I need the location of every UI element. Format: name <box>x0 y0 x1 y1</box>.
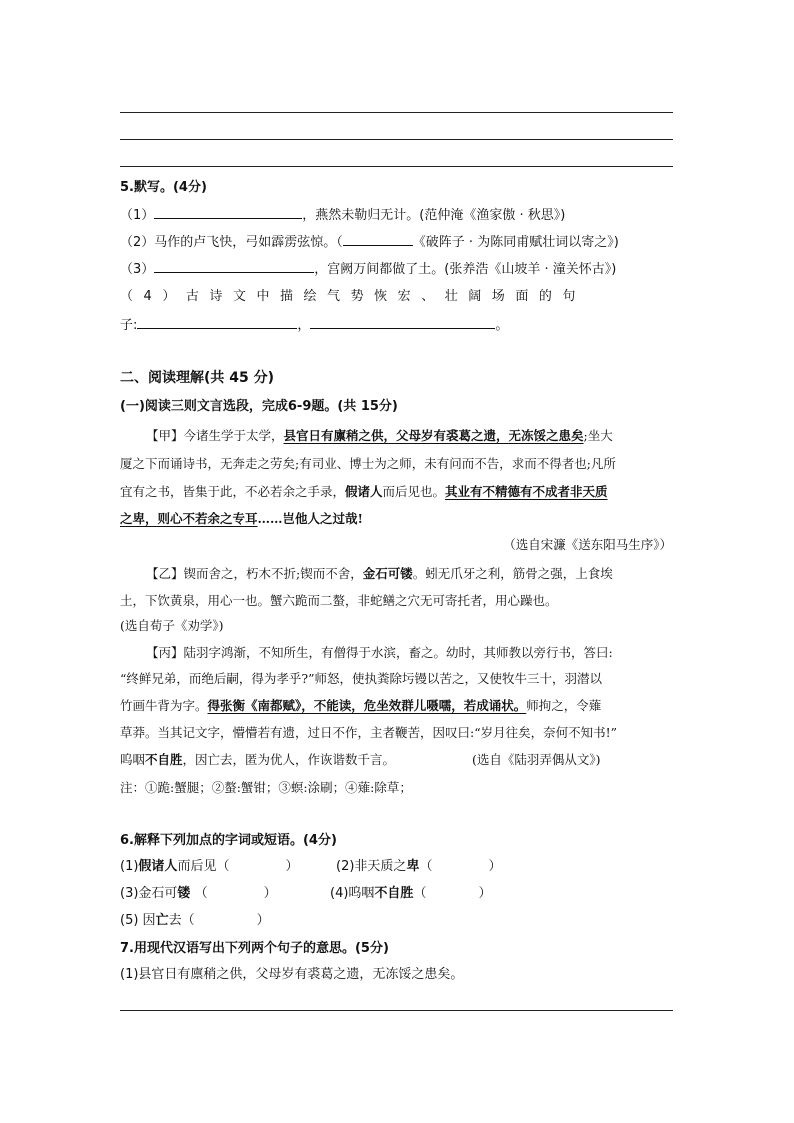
q6-item-2: (2)非天质之卑（ ） <box>336 859 502 874</box>
passage-jia-line-2: 厦之下而诵诗书，无奔走之劳矣;有司业、博士为之师，未有问而不告，求而不得者也;凡所 <box>120 456 616 471</box>
answer-line <box>120 139 673 140</box>
q5-item-2: （2）马作的卢飞快，弓如霹雳弦惊。（ 《破阵子 · 为陈同甫赋壮词以寄之》) <box>120 235 619 250</box>
q6-item-1: (1)假诸人而后见（ ） <box>120 859 299 874</box>
q6-item-5: (5) 因亡去（ ） <box>120 913 270 928</box>
section-heading: 二、阅读理解(共 45 分) <box>120 370 275 386</box>
passage-bing-line-4: 草莽。当其记文字，懵懵若有遗，过日不作，主者鞭苦，因叹曰:“岁月往矣，奈何不知书!” <box>120 725 618 740</box>
passage-bing-line-5: 呜咽不自胜，因亡去，匿为优人，作诙谐数千言。 <box>120 752 396 767</box>
answer-line[interactable] <box>120 1010 673 1011</box>
fill-blank[interactable] <box>310 316 495 329</box>
fill-blank[interactable] <box>137 316 297 329</box>
q5-item-4-line2: 子: ， 。 <box>120 318 509 333</box>
passage-bing-line-1: 【丙】陆羽字鸿渐，不知所生，有僧得于水滨，畜之。幼时，其师教以旁行书，答曰: <box>146 645 613 660</box>
passage-yi-line-1: 【乙】锲而舍之，朽木不折;锲而不舍，金石可镂。蚓无爪牙之利，筋骨之强，上食埃 <box>146 566 613 581</box>
q5-item-3: （3） ，宫阙万间都做了土。(张养浩《山坡羊 · 潼关怀古》) <box>120 262 617 277</box>
subsection-heading: (一)阅读三则文言选段，完成6-9题。(共 15分) <box>120 399 398 414</box>
answer-line <box>120 112 673 113</box>
passage-bing-source: (选自《陆羽弄偶从文》) <box>472 752 601 767</box>
passage-bing-line-2: “终鲜兄弟，而绝后嗣，得为孝乎?”师怒，使执粪除圬镘以苦之，又使牧牛三十，羽潜以 <box>120 671 602 686</box>
fill-blank[interactable] <box>154 206 302 219</box>
q6-item-4: (4)呜咽不自胜（ ） <box>330 886 492 901</box>
passage-jia-line-4: 之卑，则心不若余之专耳……岂他人之过哉! <box>120 511 364 526</box>
q7-item-1: (1)县官日有廪稍之供，父母岁有裘葛之遗，无冻馁之患矣。 <box>120 967 464 982</box>
q7-heading: 7.用现代汉语写出下列两个句子的意思。(5分) <box>120 941 389 956</box>
fill-blank[interactable] <box>343 233 413 246</box>
passage-yi-line-2: 土，下饮黄泉，用心一也。蟹六跪而二螯，非蛇鳝之穴无可寄托者，用心躁也。 <box>120 593 558 608</box>
passage-jia-line-1: 【甲】今诸生学于太学，县官日有廪稍之供，父母岁有裘葛之遗，无冻馁之患矣;坐大 <box>146 428 613 443</box>
q6-heading: 6.解释下列加点的字词或短语。(4分) <box>120 833 337 848</box>
fill-blank[interactable] <box>154 260 314 273</box>
q5-item-1: （1） ，燕然未勒归无计。(范仲淹《渔家傲 · 秋思》) <box>120 208 566 223</box>
passage-jia-source: （选自宋濂《送东阳马生序》） <box>503 537 672 552</box>
q5-heading: 5.默写。(4分) <box>120 180 207 195</box>
passage-yi-source: (选自荀子《劝学》) <box>120 618 224 633</box>
answer-line <box>120 166 673 167</box>
passage-bing-line-3: 竹画牛背为字。得张衡《南都赋》，不能读，危坐效群儿嗫嚅，若成诵状。师拘之，令薙 <box>120 698 602 713</box>
passage-notes: 注：①跪:蟹腿；②螯:蟹钳；③螟:涂刷；④薙:除草； <box>120 780 412 795</box>
q6-item-3: (3)金石可镂 （ ） <box>120 886 277 901</box>
passage-jia-line-3: 宜有之书，皆集于此，不必若余之手录，假诸人而后见也。其业有不精德有不成者非天质 <box>120 484 608 499</box>
q5-item-4-line1: （ 4 ） 古 诗 文 中 描 绘 气 势 恢 宏 、 壮 阔 场 面 的 句 <box>120 289 579 304</box>
